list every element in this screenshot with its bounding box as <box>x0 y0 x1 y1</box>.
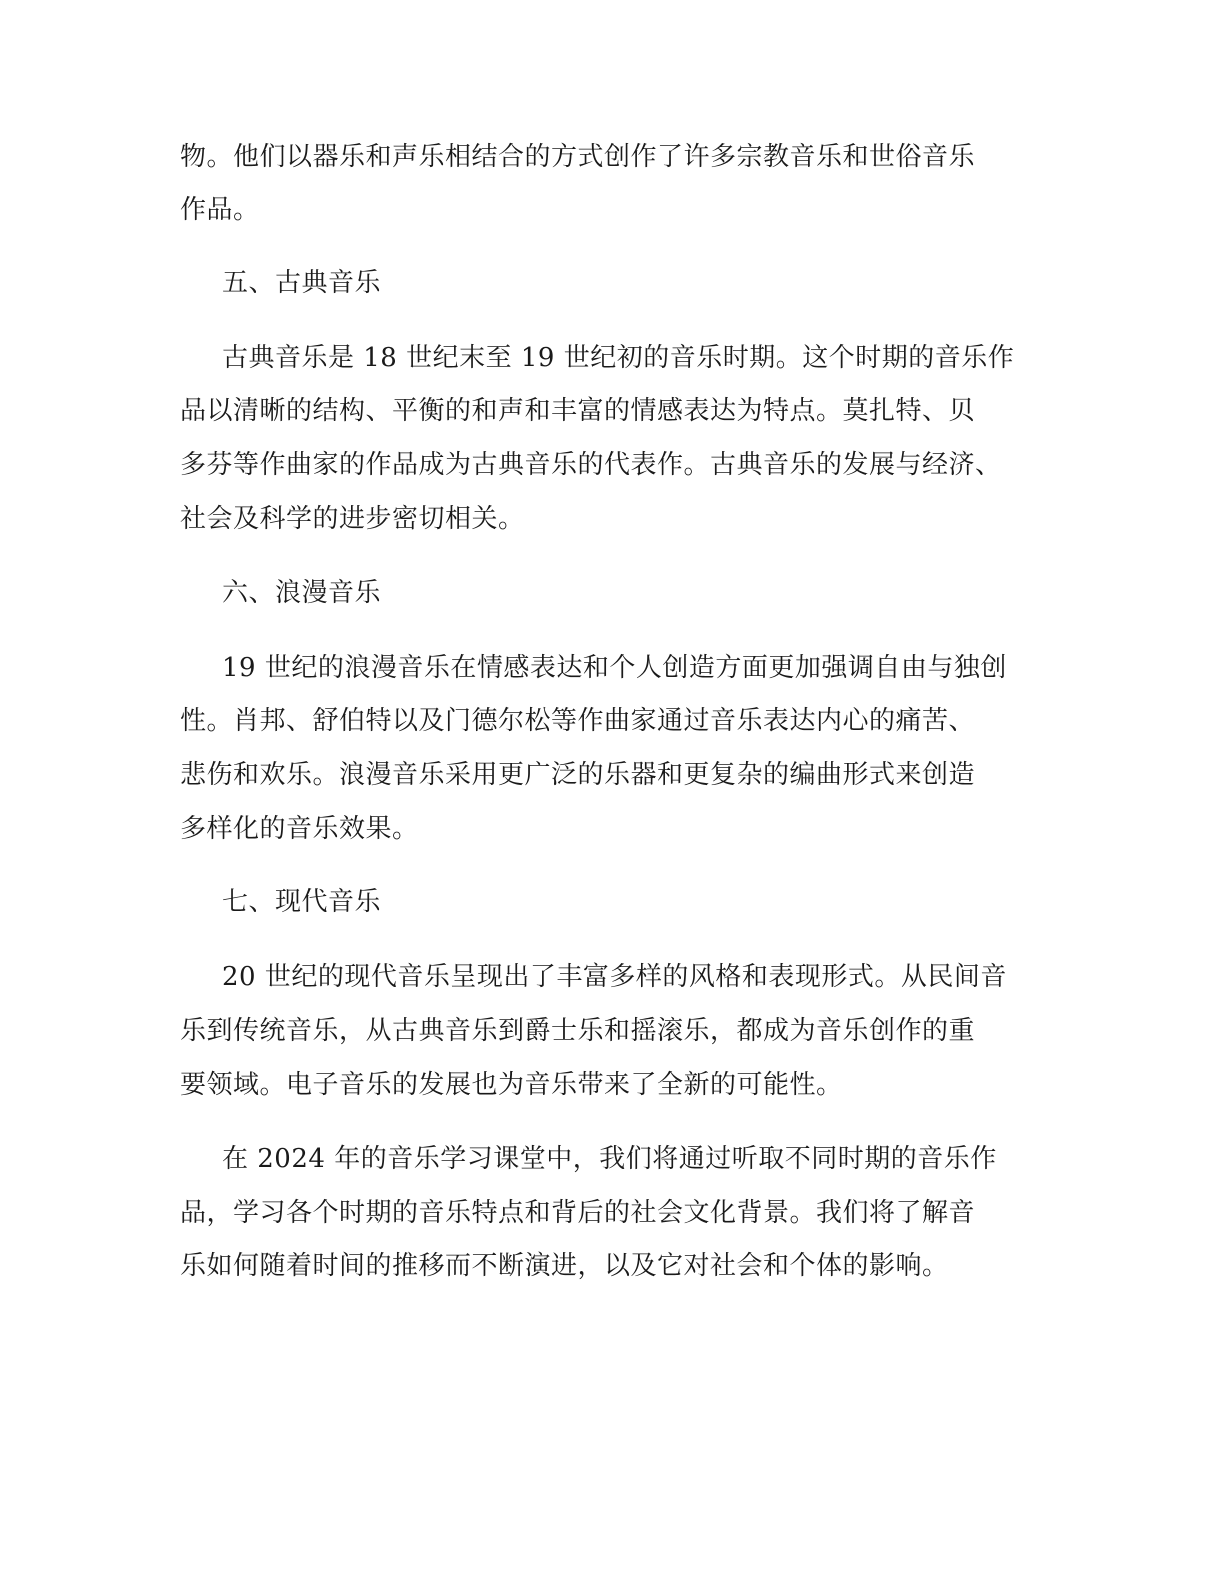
paragraph-line: 性。肖邦、舒伯特以及门德尔松等作曲家通过音乐表达内心的痛苦、 <box>180 706 976 736</box>
paragraph-line: 作品。 <box>180 195 260 225</box>
paragraph-line: 物。他们以器乐和声乐相结合的方式创作了许多宗教音乐和世俗音乐 <box>180 142 976 172</box>
paragraph-line: 乐如何随着时间的推移而不断演进，以及它对社会和个体的影响。 <box>180 1251 949 1281</box>
section-heading: 五、古典音乐 <box>222 268 382 298</box>
paragraph-line: 19 世纪的浪漫音乐在情感表达和个人创造方面更加强调自由与独创 <box>222 653 1007 683</box>
paragraph-line: 古典音乐是 18 世纪末至 19 世纪初的音乐时期。这个时期的音乐作 <box>222 343 1015 373</box>
paragraph-line: 品以清晰的结构、平衡的和声和丰富的情感表达为特点。莫扎特、贝 <box>180 396 976 426</box>
paragraph-line: 乐到传统音乐，从古典音乐到爵士乐和摇滚乐，都成为音乐创作的重 <box>180 1016 976 1046</box>
paragraph-line: 品，学习各个时期的音乐特点和背后的社会文化背景。我们将了解音 <box>180 1198 976 1228</box>
section-heading: 六、浪漫音乐 <box>222 578 382 608</box>
paragraph-line: 悲伤和欢乐。浪漫音乐采用更广泛的乐器和更复杂的编曲形式来创造 <box>180 760 976 790</box>
paragraph-line: 要领域。电子音乐的发展也为音乐带来了全新的可能性。 <box>180 1070 843 1100</box>
paragraph-line: 20 世纪的现代音乐呈现出了丰富多样的风格和表现形式。从民间音 <box>222 962 1007 992</box>
paragraph-line: 多芬等作曲家的作品成为古典音乐的代表作。古典音乐的发展与经济、 <box>180 450 1002 480</box>
paragraph-line: 在 2024 年的音乐学习课堂中，我们将通过听取不同时期的音乐作 <box>222 1144 997 1174</box>
paragraph-line: 社会及科学的进步密切相关。 <box>180 504 525 534</box>
section-heading: 七、现代音乐 <box>222 887 382 917</box>
paragraph-line: 多样化的音乐效果。 <box>180 814 419 844</box>
